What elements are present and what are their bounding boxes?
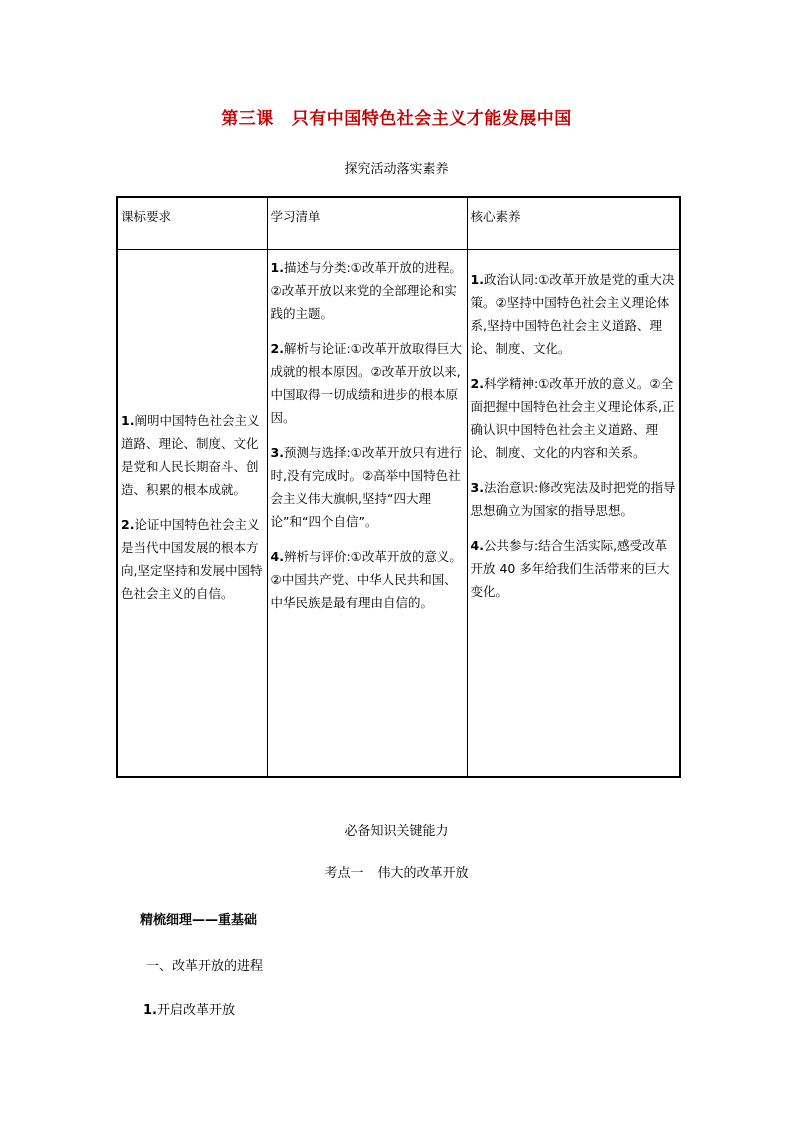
header-checklist: 学习清单	[267, 197, 467, 250]
exam-point-title: 伟大的改革开放	[377, 866, 469, 881]
list-item: 3.预测与选择:①改革开放只有进行时,没有完成时。②高举中国特色社会主义伟大旗帜,坚持“四大理论”和“四个自信”。	[270, 445, 462, 529]
list-item: 3.法治意识:修改宪法及时把党的指导思想确立为国家的指导思想。	[470, 480, 676, 518]
literacy-cell	[467, 250, 680, 778]
header-requirements: 课标要求	[117, 197, 267, 250]
list-item: 4.公共参与:结合生活实际,感受改革开放 40 多年给我们生活带来的巨大变化。	[470, 538, 670, 599]
list-item: 1.阐明中国特色社会主义道路、理论、制度、文化是党和人民长期奋斗、创造、积累的根本成就。	[121, 413, 260, 497]
list-item: 2.科学精神:①改革开放的意义。②全面把握中国特色社会主义理论体系,正确认识中国特色社会主义道路、理论、制度、文化的内容和关系。	[470, 376, 675, 460]
outline-item-1: 一、改革开放的进程	[146, 959, 264, 974]
exam-point-label: 考点一	[324, 866, 364, 881]
sub-heading: 精梳细理——重基础	[140, 913, 258, 928]
requirements-cell	[117, 250, 267, 778]
section-subtitle: 探究活动落实素养	[344, 162, 449, 177]
header-literacy: 核心素养	[467, 197, 680, 250]
knowledge-heading: 必备知识关键能力	[344, 824, 449, 839]
list-item: 1.描述与分类:①改革开放的进程。②改革开放以来党的全部理论和实践的主题。	[270, 260, 462, 321]
lesson-number: 第三课	[221, 109, 274, 129]
list-item: 4.辨析与评价:①改革开放的意义。②中国共产党、中华人民共和国、中华民族是最有理由自信的。	[270, 549, 462, 610]
checklist-cell	[267, 250, 467, 778]
table-header-row	[117, 197, 680, 250]
page-title	[0, 104, 793, 129]
exam-point-heading	[0, 862, 793, 881]
list-item: 2.论证中国特色社会主义是当代中国发展的根本方向,坚定坚持和发展中国特色社会主义的自信。	[121, 517, 263, 601]
list-item: 1.政治认同:①改革开放是党的重大决策。②坚持中国特色社会主义理论体系,坚持中国特色社会主义道路、理论、制度、文化。	[470, 272, 675, 356]
outline-item-1-1: 1.开启改革开放	[143, 1003, 235, 1018]
curriculum-table	[116, 196, 681, 778]
table-body-row	[117, 250, 680, 778]
lesson-title: 只有中国特色社会主义才能发展中国	[291, 109, 572, 129]
list-item: 2.解析与论证:①改革开放取得巨大成就的根本原因。②改革开放以来,中国取得一切成绩和进步的根本原因。	[270, 341, 462, 425]
